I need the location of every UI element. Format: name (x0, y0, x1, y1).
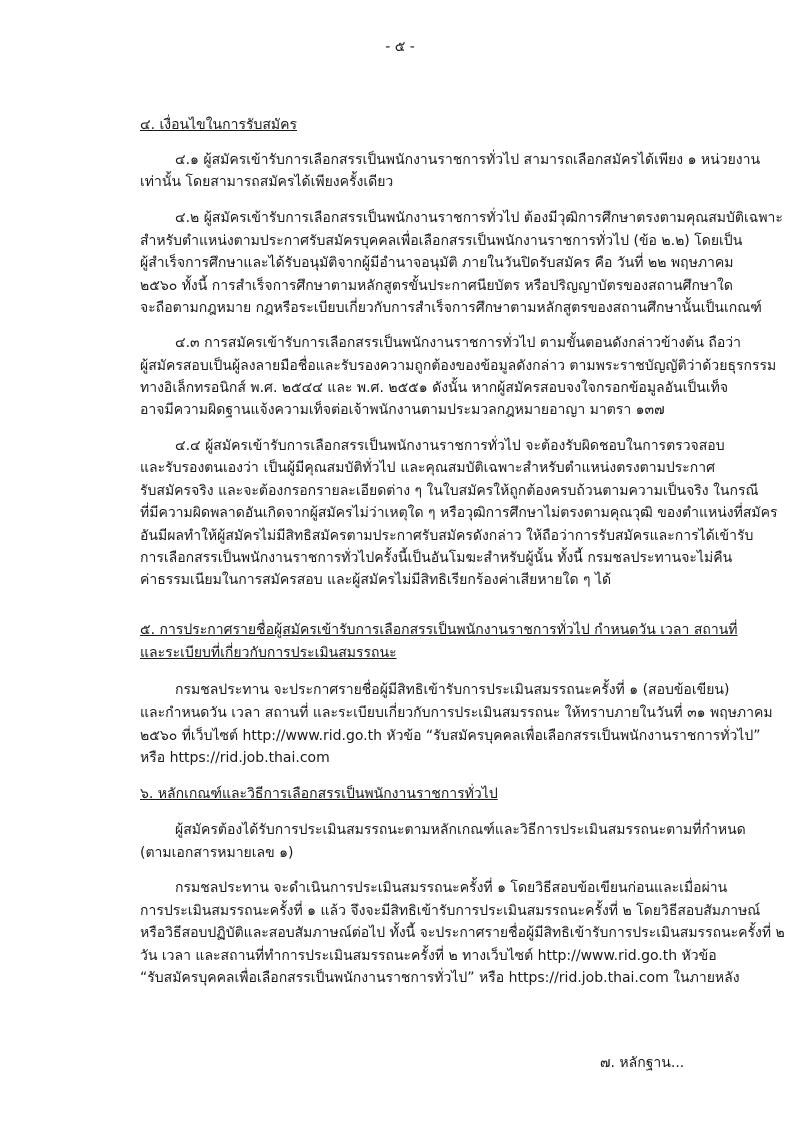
para-4-4-line: ๔.๔ ผู้สมัครเข้ารับการเลือกสรรเป็นพนักงานราชการทั่วไป จะต้องรับผิดชอบในการตรวจสอบ (175, 438, 725, 454)
section-6-heading: ๖. หลักเกณฑ์และวิธีการเลือกสรรเป็นพนักงานราชการทั่วไป (140, 786, 498, 802)
para-6b-line: หรือวิธีสอบปฏิบัติและสอบสัมภาษณ์ต่อไป ทั้งนี้ จะประกาศรายชื่อผู้มีสิทธิเข้ารับการประเมินสมรรถนะครั้งที่ ๒ (140, 925, 785, 941)
para-6a-line: (ตามเอกสารหมายเลข ๑) (140, 845, 294, 861)
para-4-4-line: ที่มีความผิดพลาดอันเกิดจากผู้สมัครไม่ว่าเหตุใด ๆ หรือวุฒิการศึกษาไม่ตรงตามคุณวุฒิ ของตำแหน่งที่สมัคร (140, 505, 778, 521)
para-6b-line: “รับสมัครบุคคลเพื่อเลือกสรรเป็นพนักงานราชการทั่วไป” หรือ https://rid.job.thai.com ในภายหลัง (140, 970, 740, 986)
para-6b-line: วัน เวลา และสถานที่ทำการประเมินสมรรถนะครั้งที่ ๒ ทางเว็บไซต์ http://www.rid.go.th หัวข้อ (140, 948, 717, 964)
para-4-3-line: ทางอิเล็กทรอนิกส์ พ.ศ. ๒๕๔๔ และ พ.ศ. ๒๕๕๑ ดังนั้น หากผู้สมัครสอบจงใจกรอกข้อมูลอันเป็นเท็จ (140, 380, 729, 396)
page-number: - ๕ - (385, 39, 415, 55)
section-4-heading: ๔. เงื่อนไขในการรับสมัคร (140, 117, 298, 133)
para-4-4-line: รับสมัครจริง และจะต้องกรอกรายละเอียดต่าง ๆ ในใบสมัครให้ถูกต้องครบถ้วนตามความเป็นจริง ในกรณี (140, 483, 759, 499)
para-4-1-line: เท่านั้น โดยสามารถสมัครได้เพียงครั้งเดียว (140, 174, 394, 190)
para-4-2-line: สำหรับตำแหน่งตามประกาศรับสมัครบุคคลเพื่อเลือกสรรเป็นพนักงานราชการทั่วไป (ข้อ ๒.๒) โดยเป็น (140, 233, 743, 249)
para-6a-line: ผู้สมัครต้องได้รับการประเมินสมรรถนะตามหลักเกณฑ์และวิธีการประเมินสมรรถนะตามที่กำหนด (175, 822, 746, 838)
para-4-4-line: ค่าธรรมเนียมในการสมัครสอบ และผู้สมัครไม่มีสิทธิเรียกร้องค่าเสียหายใด ๆ ได้ (140, 572, 612, 588)
para-4-2-line: จะถือตามกฎหมาย กฎหรือระเบียบเกี่ยวกับการสำเร็จการศึกษาตามหลักสูตรของสถานศึกษานั้นเป็นเกณฑ์ (140, 300, 762, 316)
para-5-line: หรือ https://rid.job.thai.com (140, 750, 330, 766)
section-5-heading: และระเบียบที่เกี่ยวกับการประเมินสมรรถนะ (140, 645, 397, 661)
para-4-3-line: ๔.๓ การสมัครเข้ารับการเลือกสรรเป็นพนักงานราชการทั่วไป ตามขั้นตอนดังกล่าวข้างต้น ถือว่า (175, 335, 741, 351)
para-4-2-line: ๔.๒ ผู้สมัครเข้ารับการเลือกสรรเป็นพนักงานราชการทั่วไป ต้องมีวุฒิการศึกษาตรงตามคุณสมบัติเฉพาะ (175, 210, 783, 226)
para-6b-line: กรมชลประทาน จะดำเนินการประเมินสมรรถนะครั้งที่ ๑ โดยวิธีสอบข้อเขียนก่อนและเมื่อผ่าน (175, 880, 728, 896)
para-4-2-line: ผู้สำเร็จการศึกษาและได้รับอนุมัติจากผู้มีอำนาจอนุมัติ ภายในวันปิดรับสมัคร คือ วันที่ ๒๒ พฤษภาคม (140, 255, 734, 271)
para-4-2-line: ๒๕๖๐ ทั้งนี้ การสำเร็จการศึกษาตามหลักสูตรขั้นประกาศนียบัตร หรือปริญญาบัตรของสถานศึกษาใด (140, 278, 733, 294)
para-4-4-line: และรับรองตนเองว่า เป็นผู้มีคุณสมบัติทั่วไป และคุณสมบัติเฉพาะสำหรับตำแหน่งตรงตามประกาศ (140, 460, 715, 476)
para-4-3-line: ผู้สมัครสอบเป็นผู้ลงลายมือชื่อและรับรองความถูกต้องของข้อมูลดังกล่าว ตามพระราชบัญญัติว่าด้วยธุรกรรม (140, 358, 777, 374)
para-5-line: กรมชลประทาน จะประกาศรายชื่อผู้มีสิทธิเข้ารับการประเมินสมรรถนะครั้งที่ ๑ (สอบข้อเขียน) (175, 682, 730, 698)
section-5-heading: ๕. การประกาศรายชื่อผู้สมัครเข้ารับการเลือกสรรเป็นพนักงานราชการทั่วไป กำหนดวัน เวลา สถานที่ (140, 622, 738, 638)
para-5-line: ๒๕๖๐ ที่เว็บไซต์ http://www.rid.go.th หัวข้อ “รับสมัครบุคคลเพื่อเลือกสรรเป็นพนักงานราชการทั่วไป” (140, 728, 761, 744)
para-4-4-line: อันมีผลทำให้ผู้สมัครไม่มีสิทธิสมัครตามประกาศรับสมัครดังกล่าว ให้ถือว่าการรับสมัครและการได้เข้ารับ (140, 528, 754, 544)
para-4-3-line: อาจมีความผิดฐานแจ้งความเท็จต่อเจ้าพนักงานตามประมวลกฎหมายอาญา มาตรา ๑๓๗ (140, 402, 665, 418)
para-4-4-line: การเลือกสรรเป็นพนักงานราชการทั่วไปครั้งนี้เป็นอันโมฆะสำหรับผู้นั้น ทั้งนี้ กรมชลประทานจะไม่คืน (140, 550, 733, 566)
para-5-line: และกำหนดวัน เวลา สถานที่ และระเบียบเกี่ยวกับการประเมินสมรรถนะ ให้ทราบภายในวันที่ ๓๑ พฤษภาคม (140, 705, 773, 721)
para-4-1-line: ๔.๑ ผู้สมัครเข้ารับการเลือกสรรเป็นพนักงานราชการทั่วไป สามารถเลือกสมัครได้เพียง ๑ หน่วยงาน (175, 152, 761, 168)
para-6b-line: การประเมินสมรรถนะครั้งที่ ๑ แล้ว จึงจะมีสิทธิเข้ารับการประเมินสมรรถนะครั้งที่ ๒ โดยวิธีสอบสัมภาษณ์ (140, 903, 761, 919)
footer-continuation: ๗. หลักฐาน... (600, 1055, 685, 1071)
